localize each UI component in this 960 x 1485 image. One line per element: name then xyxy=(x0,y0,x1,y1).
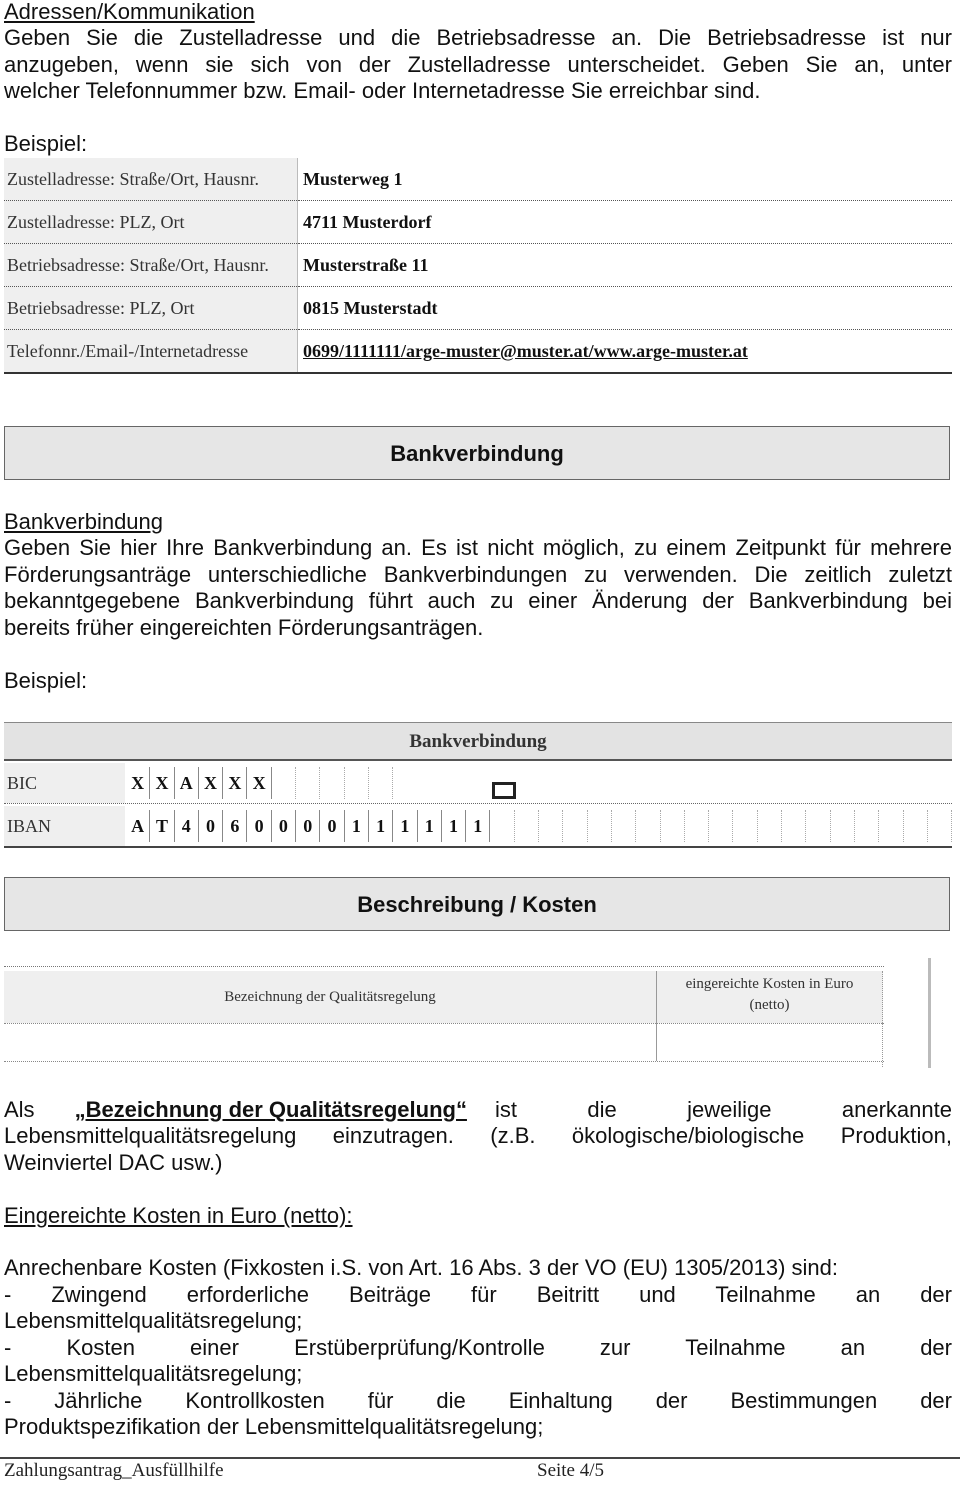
footer-page-number: Seite 4/5 xyxy=(537,1460,605,1481)
bic-char-cell: X xyxy=(150,767,174,799)
kosten-para-line1 xyxy=(4,1097,952,1124)
iban-char-cell xyxy=(515,810,539,842)
bic-label: BIC xyxy=(4,763,125,803)
cost-example-table xyxy=(4,966,884,1067)
iban-char-cell: 1 xyxy=(345,810,369,842)
footer-document-name: Zahlungsantrag_Ausfüllhilfe xyxy=(4,1460,224,1481)
section-heading-kosten: Eingereichte Kosten in Euro (netto): xyxy=(4,1203,353,1228)
row-value: 0699/1111111/arge-muster@muster.at/www.arge-muster.at xyxy=(298,330,953,374)
row-value: 0815 Musterstadt xyxy=(298,287,953,330)
iban-char-cell xyxy=(709,810,733,842)
iban-char-cell xyxy=(661,810,685,842)
iban-char-cell xyxy=(855,810,879,842)
bic-row xyxy=(4,763,952,804)
example-label: Beispiel: xyxy=(4,131,88,156)
address-example-table xyxy=(4,158,952,374)
paragraph-line: Geben Sie die Zustelladresse und die Betriebsadresse an. Die Betriebsadresse ist nur xyxy=(4,25,952,50)
col-header-bezeichnung: Bezeichnung der Qualitätsregelung xyxy=(4,971,657,1023)
divider xyxy=(928,958,931,1068)
paragraph-line: anzugeben, wenn sie sich von der Zustelladresse unterscheidet. Geben Sie an, unter xyxy=(4,51,952,77)
iban-char-cell xyxy=(612,810,636,842)
footer-divider xyxy=(0,1457,960,1459)
iban-char-cell: 0 xyxy=(320,810,344,842)
iban-char-cell: 1 xyxy=(466,810,490,842)
bic-char-cell xyxy=(369,767,393,799)
iban-char-cell xyxy=(928,810,952,842)
row-label: Zustelladresse: PLZ, Ort xyxy=(4,201,298,244)
table-row xyxy=(4,287,952,330)
bank-paragraph xyxy=(4,535,952,641)
bic-char-cell: X xyxy=(199,767,223,799)
section-box-kosten: Beschreibung / Kosten xyxy=(4,877,950,931)
adressen-paragraph xyxy=(4,25,952,105)
iban-char-cell xyxy=(685,810,709,842)
iban-char-cell: T xyxy=(150,810,174,842)
iban-char-cell: 6 xyxy=(223,810,247,842)
paragraph-line: Weinviertel DAC usw.) xyxy=(4,1149,223,1175)
iban-char-cell: 1 xyxy=(393,810,417,842)
bic-char-cell: A xyxy=(175,767,199,799)
section-box-bankverbindung: Bankverbindung xyxy=(4,426,950,480)
paragraph-line: Lebensmittelqualitätsregelung einzutragen. (z.B. ökologische/biologische Produktion, xyxy=(4,1123,952,1148)
paragraph-line: welcher Telefonnummer bzw. Email- oder Internetadresse Sie erreichbar sind. xyxy=(4,78,761,103)
row-value: Musterweg 1 xyxy=(298,158,953,201)
iban-char-cell xyxy=(733,810,757,842)
para-term: „Bezeichnung der Qualitätsregelung“ xyxy=(74,1097,467,1122)
row-value: 4711 Musterdorf xyxy=(298,201,953,244)
table-row xyxy=(4,201,952,244)
iban-char-cell xyxy=(490,810,514,842)
list-item-cont: Lebensmittelqualitätsregelung; xyxy=(4,1361,303,1386)
bic-char-cell xyxy=(272,767,296,799)
bic-cells xyxy=(126,767,393,799)
col-header-kosten xyxy=(657,971,883,1023)
table-row xyxy=(4,244,952,287)
iban-char-cell: 0 xyxy=(247,810,271,842)
iban-char-cell xyxy=(831,810,855,842)
paragraph-line: bereits früher eingereichten Förderungsanträgen. xyxy=(4,614,484,640)
para-word: ist xyxy=(494,1097,517,1122)
table-row xyxy=(4,330,952,374)
para-word: die xyxy=(587,1097,617,1122)
iban-char-cell xyxy=(806,810,830,842)
para-word: anerkannte xyxy=(841,1097,952,1122)
section-heading-adressen: Adressen/Kommunikation xyxy=(4,0,255,24)
iban-char-cell: 1 xyxy=(418,810,442,842)
iban-char-cell xyxy=(758,810,782,842)
iban-cells xyxy=(126,810,952,842)
row-label: Telefonnr./Email-/Internetadresse xyxy=(4,330,298,374)
iban-char-cell: 0 xyxy=(199,810,223,842)
para-word: jeweilige xyxy=(687,1097,772,1122)
iban-char-cell xyxy=(879,810,903,842)
iban-char-cell: 0 xyxy=(272,810,296,842)
list-item: - Jährliche Kontrollkosten für die Einhaltung der Bestimmungen der xyxy=(4,1387,952,1413)
cursor-box-icon xyxy=(492,782,516,799)
paragraph-line: Geben Sie hier Ihre Bankverbindung an. Es ist nicht möglich, zu einem Zeitpunkt für mehrere xyxy=(4,535,952,560)
iban-char-cell: 1 xyxy=(442,810,466,842)
iban-char-cell xyxy=(539,810,563,842)
iban-char-cell: 1 xyxy=(369,810,393,842)
iban-char-cell: 4 xyxy=(175,810,199,842)
iban-char-cell: A xyxy=(126,810,150,842)
divider xyxy=(4,1061,884,1062)
iban-row xyxy=(4,806,952,848)
bank-example-title: Bankverbindung xyxy=(4,722,952,761)
col-header-kosten-line2: (netto) xyxy=(749,997,790,1013)
example-label: Beispiel: xyxy=(4,668,88,693)
iban-char-cell xyxy=(904,810,928,842)
para-rest xyxy=(495,1097,952,1124)
paragraph-line: bekanntgegebene Bankverbindung führt auch zu einer Änderung der Bankverbindung bei xyxy=(4,588,952,613)
list-intro: Anrechenbare Kosten (Fixkosten i.S. von Art. 16 Abs. 3 der VO (EU) 1305/2013) sind: xyxy=(4,1255,839,1280)
bic-char-cell xyxy=(320,767,344,799)
col-header-kosten-line1: eingereichte Kosten in Euro xyxy=(685,976,854,992)
bic-char-cell: X xyxy=(247,767,271,799)
iban-char-cell xyxy=(588,810,612,842)
bic-char-cell xyxy=(296,767,320,799)
bic-char-cell xyxy=(345,767,369,799)
kosten-paragraph xyxy=(4,1123,952,1176)
table-row xyxy=(4,158,952,201)
para-word: Als xyxy=(4,1097,35,1122)
paragraph-line: Förderungsanträge unterschiedliche Bankverbindungen zu verwenden. Die zeitlich zuletzt xyxy=(4,561,952,587)
bic-char-cell: X xyxy=(223,767,247,799)
iban-char-cell xyxy=(782,810,806,842)
iban-char-cell: 0 xyxy=(296,810,320,842)
list-item-cont: Lebensmittelqualitätsregelung; xyxy=(4,1308,303,1333)
row-label: Zustelladresse: Straße/Ort, Hausnr. xyxy=(4,158,298,201)
section-heading-bank: Bankverbindung xyxy=(4,509,164,534)
list-item-cont: Produktspezifikation der Lebensmittelqualitätsregelung; xyxy=(4,1414,544,1439)
list-item: - Zwingend erforderliche Beiträge für Beitritt und Teilnahme an der xyxy=(4,1281,952,1307)
divider xyxy=(656,1023,657,1061)
row-value: Musterstraße 11 xyxy=(298,244,953,287)
row-label: Betriebsadresse: Straße/Ort, Hausnr. xyxy=(4,244,298,287)
divider xyxy=(4,1023,884,1024)
iban-char-cell xyxy=(563,810,587,842)
bic-char-cell: X xyxy=(126,767,150,799)
iban-label: IBAN xyxy=(4,806,125,846)
list-item: - Kosten einer Erstüberprüfung/Kontrolle zur Teilnahme an der xyxy=(4,1334,952,1360)
row-label: Betriebsadresse: PLZ, Ort xyxy=(4,287,298,330)
kosten-list xyxy=(4,1255,952,1441)
iban-char-cell xyxy=(636,810,660,842)
